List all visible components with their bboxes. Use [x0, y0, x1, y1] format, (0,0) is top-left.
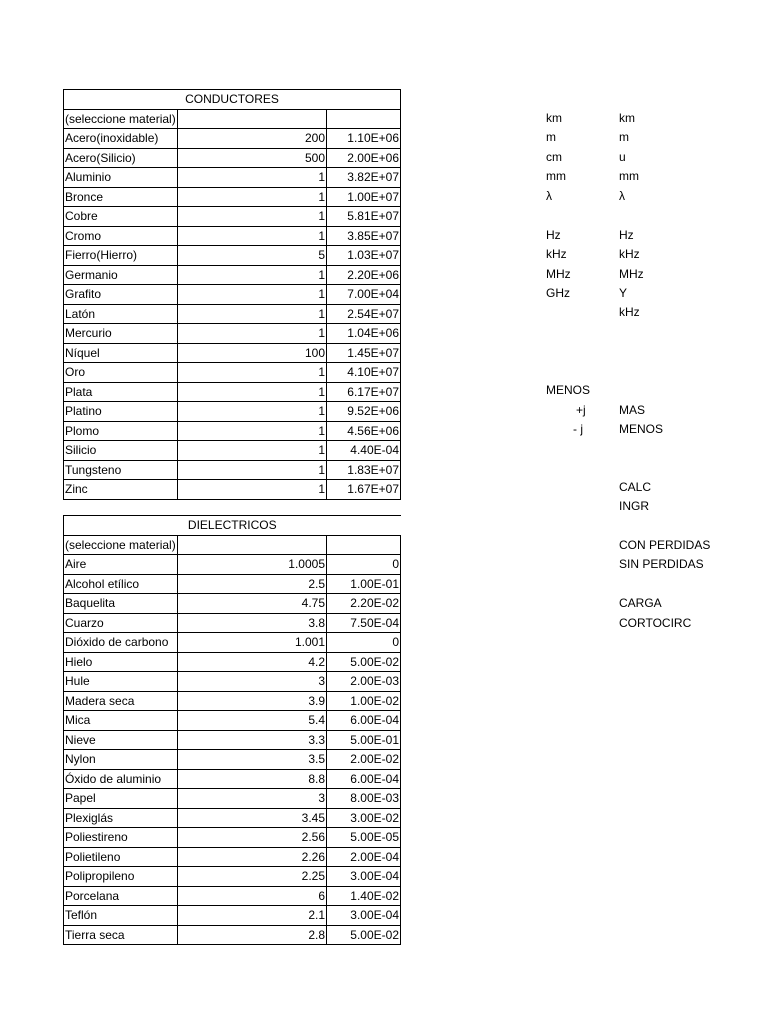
conductor-value-1: 1	[178, 168, 327, 188]
unit-m: m	[546, 130, 556, 144]
dielectric-value-1: 2.5	[178, 574, 327, 594]
dielectric-value-2: 5.00E-01	[327, 730, 401, 750]
unit2-mhz: MHz	[619, 267, 644, 281]
conductor-row	[64, 226, 401, 246]
conductor-row	[64, 421, 401, 441]
conductor-row	[64, 304, 401, 324]
sin-perdidas-option: SIN PERDIDAS	[619, 557, 704, 571]
con-perdidas-option: CON PERDIDAS	[619, 538, 711, 552]
conductor-row	[64, 168, 401, 188]
conductor-row	[64, 129, 401, 149]
conductor-material-name: Germanio	[64, 265, 178, 285]
conductor-row	[64, 441, 401, 461]
conductor-value-2: 1.67E+07	[327, 480, 401, 500]
unit2-khz: kHz	[619, 247, 640, 261]
conductor-material-name: Latón	[64, 304, 178, 324]
conductor-row	[64, 363, 401, 383]
dielectric-row	[64, 633, 401, 653]
dielectric-material-name: Polietileno	[64, 847, 178, 867]
conductor-value-2: 9.52E+06	[327, 402, 401, 422]
dielectric-value-1: 3.5	[178, 750, 327, 770]
mas-label: MAS	[619, 403, 646, 417]
conductor-row	[64, 265, 401, 285]
conductor-row	[64, 148, 401, 168]
conductores-select-value1[interactable]	[178, 109, 327, 129]
conductor-material-name: Cromo	[64, 226, 178, 246]
dielectric-material-name: Tierra seca	[64, 925, 178, 945]
conductor-value-2: 4.10E+07	[327, 363, 401, 383]
unit-lambda: λ	[546, 189, 552, 203]
conductor-value-1: 1	[178, 304, 327, 324]
dielectricos-title: DIELECTRICOS	[64, 516, 401, 536]
conductor-value-2: 4.40E-04	[327, 441, 401, 461]
conductor-value-1: 1	[178, 187, 327, 207]
dielectric-value-1: 3	[178, 789, 327, 809]
conductores-table	[63, 89, 401, 500]
dielectric-material-name: Teflón	[64, 906, 178, 926]
conductor-value-2: 1.03E+07	[327, 246, 401, 266]
dielectric-material-name: Papel	[64, 789, 178, 809]
dielectric-material-name: Plexiglás	[64, 808, 178, 828]
dielectric-row	[64, 886, 401, 906]
conductor-row	[64, 343, 401, 363]
dielectric-material-name: Hielo	[64, 652, 178, 672]
conductor-material-name: Tungsteno	[64, 460, 178, 480]
conductor-value-1: 1	[178, 207, 327, 227]
dielectric-row	[64, 847, 401, 867]
conductor-material-name: Níquel	[64, 343, 178, 363]
dielectric-material-name: Porcelana	[64, 886, 178, 906]
conductor-value-2: 5.81E+07	[327, 207, 401, 227]
dielectric-row	[64, 711, 401, 731]
conductor-material-name: Zinc	[64, 480, 178, 500]
unit-km: km	[546, 111, 562, 125]
conductor-value-1: 1	[178, 382, 327, 402]
dielectric-value-2: 5.00E-05	[327, 828, 401, 848]
dielectric-value-2: 2.20E-02	[327, 594, 401, 614]
dielectric-material-name: Nieve	[64, 730, 178, 750]
dielectric-value-1: 4.2	[178, 652, 327, 672]
unit-cm: cm	[546, 150, 562, 164]
dielectric-value-1: 3.9	[178, 691, 327, 711]
dielectricos-header-row	[64, 516, 401, 536]
conductor-material-name: Grafito	[64, 285, 178, 305]
dielectric-material-name: Polipropileno	[64, 867, 178, 887]
dielectric-row	[64, 867, 401, 887]
dielectricos-select-label[interactable]: (seleccione material)	[64, 535, 178, 555]
conductores-header-row	[64, 90, 401, 110]
dielectric-material-name: Mica	[64, 711, 178, 731]
dielectric-value-2: 7.50E-04	[327, 613, 401, 633]
dielectric-row	[64, 691, 401, 711]
conductor-row	[64, 402, 401, 422]
conductor-value-2: 1.00E+07	[327, 187, 401, 207]
unit2-u: u	[619, 150, 626, 164]
dielectricos-table	[63, 515, 401, 945]
unit-mm: mm	[546, 169, 566, 183]
dielectricos-select-value1[interactable]	[178, 535, 327, 555]
dielectric-row	[64, 925, 401, 945]
conductor-value-1: 1	[178, 265, 327, 285]
unit2-lambda: λ	[619, 189, 625, 203]
plus-j: +j	[576, 403, 586, 417]
conductor-value-2: 1.83E+07	[327, 460, 401, 480]
dielectricos-select-value2[interactable]	[327, 535, 401, 555]
conductor-value-1: 1	[178, 480, 327, 500]
dielectric-value-2: 2.00E-02	[327, 750, 401, 770]
unit2-khz-2: kHz	[619, 305, 640, 319]
dielectricos-select-row[interactable]	[64, 535, 401, 555]
conductor-value-2: 6.17E+07	[327, 382, 401, 402]
dielectric-value-2: 3.00E-04	[327, 867, 401, 887]
dielectric-value-1: 4.75	[178, 594, 327, 614]
dielectric-value-2: 5.00E-02	[327, 652, 401, 672]
dielectric-material-name: Madera seca	[64, 691, 178, 711]
conductores-title: CONDUCTORES	[64, 90, 401, 110]
dielectric-row	[64, 613, 401, 633]
conductor-value-1: 500	[178, 148, 327, 168]
conductor-value-1: 1	[178, 363, 327, 383]
conductor-value-1: 1	[178, 421, 327, 441]
dielectric-value-1: 1.001	[178, 633, 327, 653]
conductor-value-1: 100	[178, 343, 327, 363]
dielectric-value-2: 0	[327, 555, 401, 575]
dielectric-value-2: 1.00E-02	[327, 691, 401, 711]
conductores-select-label[interactable]: (seleccione material)	[64, 109, 178, 129]
conductor-material-name: Acero(inoxidable)	[64, 129, 178, 149]
conductor-material-name: Fierro(Hierro)	[64, 246, 178, 266]
conductor-value-1: 1	[178, 285, 327, 305]
conductores-select-value2[interactable]	[327, 109, 401, 129]
dielectric-row	[64, 652, 401, 672]
dielectric-value-1: 3.8	[178, 613, 327, 633]
unit2-m: m	[619, 130, 629, 144]
conductor-row	[64, 246, 401, 266]
conductor-row	[64, 460, 401, 480]
conductor-value-2: 7.00E+04	[327, 285, 401, 305]
menos-header: MENOS	[546, 383, 591, 397]
conductor-material-name: Oro	[64, 363, 178, 383]
conductor-value-2: 3.82E+07	[327, 168, 401, 188]
conductor-material-name: Aluminio	[64, 168, 178, 188]
dielectric-value-1: 3.45	[178, 808, 327, 828]
conductor-value-2: 2.54E+07	[327, 304, 401, 324]
conductor-value-1: 1	[178, 441, 327, 461]
menos-label: MENOS	[619, 422, 664, 436]
conductor-value-1: 5	[178, 246, 327, 266]
conductor-value-2: 3.85E+07	[327, 226, 401, 246]
dielectric-value-1: 3	[178, 672, 327, 692]
conductor-value-2: 2.20E+06	[327, 265, 401, 285]
conductor-row	[64, 382, 401, 402]
conductor-value-1: 1	[178, 226, 327, 246]
dielectric-row	[64, 574, 401, 594]
conductor-value-2: 1.10E+06	[327, 129, 401, 149]
unit2-km: km	[619, 111, 635, 125]
dielectric-value-2: 0	[327, 633, 401, 653]
conductor-material-name: Cobre	[64, 207, 178, 227]
dielectric-material-name: Baquelita	[64, 594, 178, 614]
conductor-value-1: 1	[178, 460, 327, 480]
dielectric-value-2: 8.00E-03	[327, 789, 401, 809]
dielectric-value-1: 2.56	[178, 828, 327, 848]
dielectric-value-2: 1.00E-01	[327, 574, 401, 594]
conductor-material-name: Platino	[64, 402, 178, 422]
dielectric-value-2: 6.00E-04	[327, 711, 401, 731]
conductor-material-name: Silicio	[64, 441, 178, 461]
dielectric-material-name: Alcohol etílico	[64, 574, 178, 594]
conductor-row	[64, 324, 401, 344]
dielectric-value-2: 1.40E-02	[327, 886, 401, 906]
conductor-material-name: Mercurio	[64, 324, 178, 344]
dielectric-value-1: 5.4	[178, 711, 327, 731]
cortocirc-option: CORTOCIRC	[619, 616, 692, 630]
unit-hz: Hz	[546, 228, 561, 242]
dielectric-row	[64, 750, 401, 770]
unit2-mm: mm	[619, 169, 639, 183]
dielectric-row	[64, 789, 401, 809]
conductores-select-row[interactable]	[64, 109, 401, 129]
dielectric-value-2: 2.00E-04	[327, 847, 401, 867]
dielectric-row	[64, 594, 401, 614]
conductor-value-2: 1.04E+06	[327, 324, 401, 344]
dielectric-material-name: Dióxido de carbono	[64, 633, 178, 653]
dielectric-row	[64, 555, 401, 575]
unit2-hz: Hz	[619, 228, 634, 242]
unit2-y: Y	[619, 286, 628, 300]
dielectric-value-2: 2.00E-03	[327, 672, 401, 692]
conductor-material-name: Bronce	[64, 187, 178, 207]
unit-khz: kHz	[546, 247, 567, 261]
dielectric-row	[64, 769, 401, 789]
dielectric-value-2: 5.00E-02	[327, 925, 401, 945]
dielectric-value-1: 8.8	[178, 769, 327, 789]
conductor-value-2: 4.56E+06	[327, 421, 401, 441]
dielectric-value-1: 2.8	[178, 925, 327, 945]
dielectric-row	[64, 828, 401, 848]
dielectric-material-name: Hule	[64, 672, 178, 692]
minus-j: - j	[573, 422, 583, 436]
conductor-row	[64, 207, 401, 227]
conductor-row	[64, 285, 401, 305]
dielectric-material-name: Aire	[64, 555, 178, 575]
dielectric-value-1: 3.3	[178, 730, 327, 750]
unit-mhz: MHz	[546, 267, 571, 281]
ingr-option: INGR	[619, 499, 649, 513]
unit-ghz: GHz	[546, 286, 570, 300]
conductor-value-1: 1	[178, 402, 327, 422]
dielectric-value-1: 2.26	[178, 847, 327, 867]
conductor-material-name: Plata	[64, 382, 178, 402]
dielectric-value-2: 3.00E-02	[327, 808, 401, 828]
dielectric-row	[64, 730, 401, 750]
calc-option: CALC	[619, 480, 652, 494]
dielectric-row	[64, 672, 401, 692]
conductor-value-1: 200	[178, 129, 327, 149]
conductor-value-1: 1	[178, 324, 327, 344]
carga-option: CARGA	[619, 596, 662, 610]
dielectric-value-2: 3.00E-04	[327, 906, 401, 926]
conductor-row	[64, 187, 401, 207]
conductor-value-2: 2.00E+06	[327, 148, 401, 168]
conductor-material-name: Plomo	[64, 421, 178, 441]
dielectric-value-1: 6	[178, 886, 327, 906]
dielectric-material-name: Nylon	[64, 750, 178, 770]
dielectric-material-name: Cuarzo	[64, 613, 178, 633]
conductor-row	[64, 480, 401, 500]
dielectric-value-1: 2.1	[178, 906, 327, 926]
dielectric-material-name: Poliestireno	[64, 828, 178, 848]
dielectric-value-1: 2.25	[178, 867, 327, 887]
dielectric-value-2: 6.00E-04	[327, 769, 401, 789]
conductor-material-name: Acero(Silicio)	[64, 148, 178, 168]
dielectric-value-1: 1.0005	[178, 555, 327, 575]
dielectric-row	[64, 906, 401, 926]
dielectric-row	[64, 808, 401, 828]
dielectric-material-name: Óxido de aluminio	[64, 769, 178, 789]
conductor-value-2: 1.45E+07	[327, 343, 401, 363]
